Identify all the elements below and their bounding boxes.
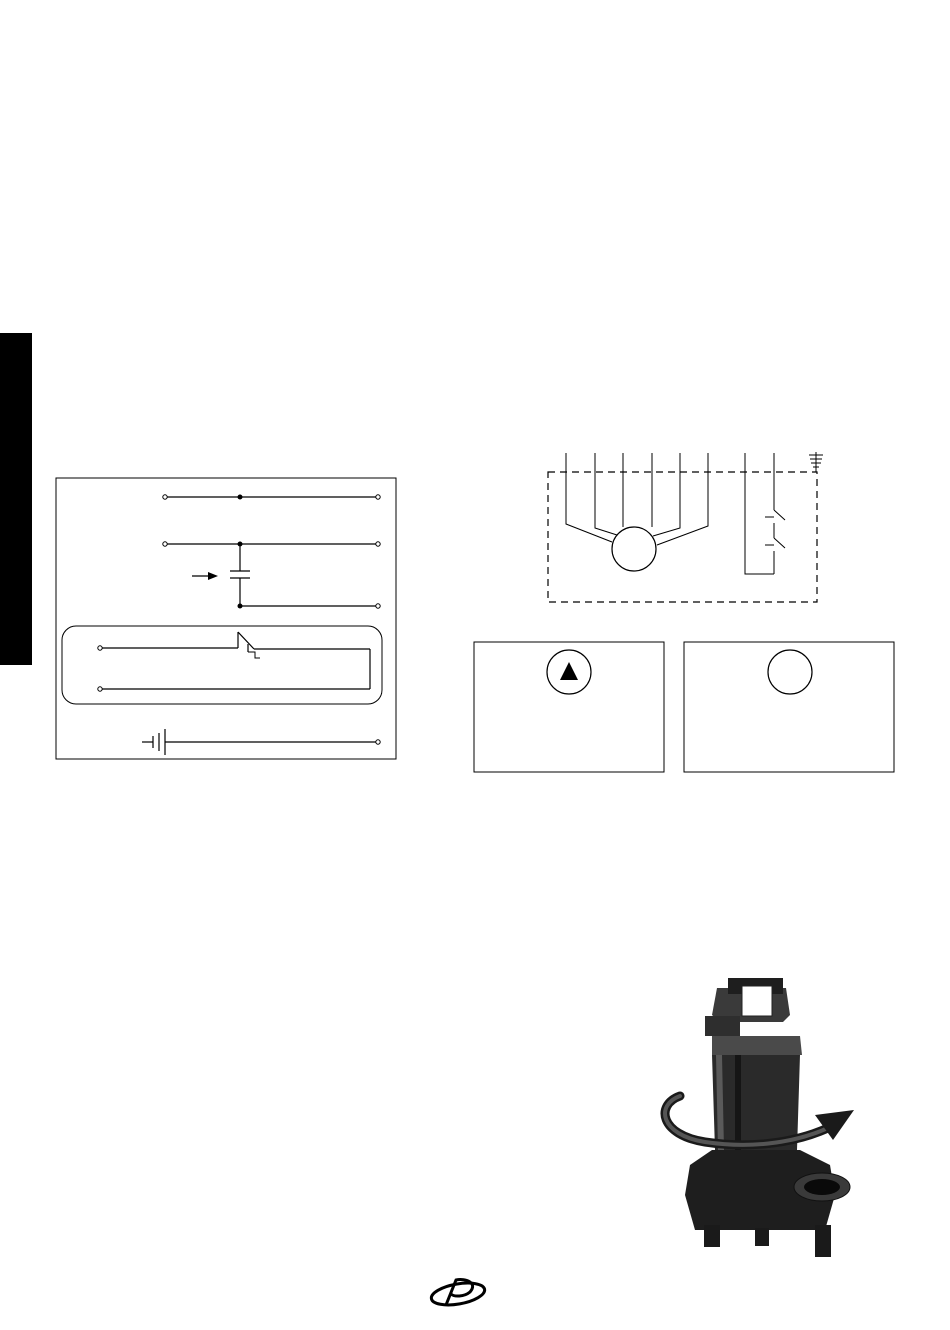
- motor-housing-dashed: [548, 472, 817, 602]
- linea2-terminal-right: [376, 542, 380, 546]
- thermal-switches: [745, 453, 785, 574]
- brand-logo-icon: [430, 1279, 487, 1308]
- thermal-protector-box: [62, 626, 382, 704]
- motor-symbol: [612, 527, 656, 571]
- ground-icon: [142, 729, 165, 755]
- pe-ground-icon: [809, 452, 823, 472]
- mono-frame: [56, 478, 396, 759]
- linea1-terminal-right: [376, 495, 380, 499]
- linea1-terminal-left: [163, 495, 167, 499]
- blue-terminal: [376, 604, 380, 608]
- capacitor-arrow-icon: [192, 572, 218, 580]
- linea2-terminal-left: [163, 542, 167, 546]
